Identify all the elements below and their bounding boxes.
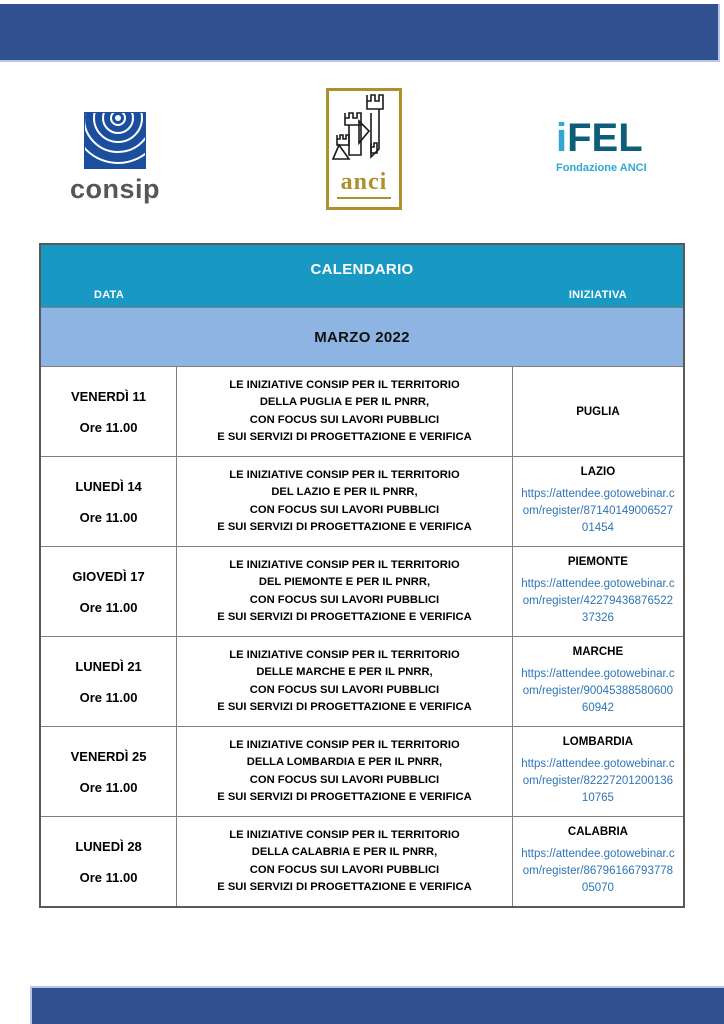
iniziativa-cell: [513, 367, 683, 456]
ifel-fel: FEL: [567, 116, 643, 160]
description-line: E SUI SERVIZI DI PROGETTAZIONE E VERIFICA: [217, 790, 472, 803]
description-line: E SUI SERVIZI DI PROGETTAZIONE E VERIFICA: [217, 880, 472, 893]
event-day: GIOVEDÌ 17: [72, 568, 145, 584]
consip-logo: [60, 112, 170, 203]
table-row: [41, 636, 683, 726]
region-label: PUGLIA: [576, 405, 620, 418]
date-cell: [41, 547, 177, 636]
description-line: DEL LAZIO E PER IL PNRR,: [271, 486, 418, 499]
anci-rule: [337, 197, 391, 199]
logo-row: [0, 86, 724, 216]
iniziativa-cell: [513, 547, 683, 636]
region-label: LAZIO: [580, 465, 616, 478]
column-header-iniziativa: INIZIATIVA: [568, 289, 628, 301]
description-line: E SUI SERVIZI DI PROGETTAZIONE E VERIFICA: [217, 430, 472, 443]
anci-castle-icon: [329, 91, 399, 170]
description-line: DELLA CALABRIA E PER IL PNRR,: [251, 846, 438, 859]
description-line: E SUI SERVIZI DI PROGETTAZIONE E VERIFICA: [217, 520, 472, 533]
event-day: LUNEDÌ 14: [75, 478, 142, 494]
event-time: Ore 11.00: [79, 779, 138, 795]
event-description: [177, 637, 513, 726]
month-band: [41, 307, 683, 366]
table-header: [41, 245, 683, 307]
calendar-table: [39, 243, 685, 908]
date-cell: [41, 727, 177, 816]
event-time: Ore 11.00: [79, 869, 138, 885]
description-line: DELLA PUGLIA E PER IL PNRR,: [259, 396, 430, 409]
event-day: VENERDÌ 11: [70, 388, 147, 404]
ifel-i: i: [556, 116, 568, 160]
ifel-tagline: Fondazione ANCI: [556, 162, 647, 174]
description-line: CON FOCUS SUI LAVORI PUBBLICI: [249, 683, 440, 696]
event-description: [177, 367, 513, 456]
description-line: CON FOCUS SUI LAVORI PUBBLICI: [249, 863, 440, 876]
registration-link[interactable]: https://attendee.gotowebinar.com/register/8679616679377805070: [521, 847, 675, 895]
month-label: MARZO 2022: [314, 328, 410, 346]
anci-wordmark: anci: [340, 169, 388, 195]
bottom-brand-bar: [30, 986, 724, 1024]
description-line: CON FOCUS SUI LAVORI PUBBLICI: [249, 413, 440, 426]
table-row: [41, 367, 683, 456]
top-brand-bar: [0, 4, 720, 62]
event-day: LUNEDÌ 28: [75, 838, 142, 854]
region-label: MARCHE: [572, 645, 624, 658]
description-line: LE INIZIATIVE CONSIP PER IL TERRITORIO: [229, 738, 460, 751]
description-line: DELLE MARCHE E PER IL PNRR,: [256, 666, 433, 679]
event-description: [177, 547, 513, 636]
description-line: LE INIZIATIVE CONSIP PER IL TERRITORIO: [229, 378, 460, 391]
consip-waves-icon: [84, 112, 146, 174]
registration-link[interactable]: https://attendee.gotowebinar.com/register/8714014900652701454: [521, 487, 675, 535]
table-row: [41, 456, 683, 546]
table-row: [41, 726, 683, 816]
registration-link[interactable]: https://attendee.gotowebinar.com/register/9004538858060060942: [521, 667, 675, 715]
description-line: CON FOCUS SUI LAVORI PUBBLICI: [249, 503, 440, 516]
iniziativa-cell: [513, 727, 683, 816]
column-header-data: DATA: [93, 289, 125, 301]
description-line: DELLA LOMBARDIA E PER IL PNRR,: [246, 756, 443, 769]
table-row: [41, 546, 683, 636]
event-description: [177, 817, 513, 906]
registration-link[interactable]: https://attendee.gotowebinar.com/register/4227943687652237326: [521, 577, 675, 625]
event-day: LUNEDÌ 21: [75, 658, 142, 674]
event-time: Ore 11.00: [79, 419, 138, 435]
description-line: LE INIZIATIVE CONSIP PER IL TERRITORIO: [229, 828, 460, 841]
event-description: [177, 727, 513, 816]
registration-link[interactable]: https://attendee.gotowebinar.com/register/8222720120013610765: [521, 757, 675, 805]
description-line: LE INIZIATIVE CONSIP PER IL TERRITORIO: [229, 648, 460, 661]
description-line: E SUI SERVIZI DI PROGETTAZIONE E VERIFICA: [217, 610, 472, 623]
consip-wordmark: consip: [69, 174, 160, 204]
event-day: VENERDÌ 25: [70, 748, 147, 764]
ifel-wordmark: [556, 116, 666, 160]
event-time: Ore 11.00: [79, 599, 138, 615]
region-label: CALABRIA: [567, 825, 628, 838]
event-description: [177, 457, 513, 546]
date-cell: [41, 457, 177, 546]
description-line: CON FOCUS SUI LAVORI PUBBLICI: [249, 773, 440, 786]
event-time: Ore 11.00: [79, 509, 138, 525]
region-label: LOMBARDIA: [562, 735, 634, 748]
ifel-logo: [556, 116, 666, 174]
iniziativa-cell: [513, 457, 683, 546]
date-cell: [41, 817, 177, 906]
date-cell: [41, 637, 177, 726]
table-row: [41, 816, 683, 906]
event-time: Ore 11.00: [79, 689, 138, 705]
description-line: LE INIZIATIVE CONSIP PER IL TERRITORIO: [229, 468, 460, 481]
description-line: CON FOCUS SUI LAVORI PUBBLICI: [249, 593, 440, 606]
description-line: LE INIZIATIVE CONSIP PER IL TERRITORIO: [229, 558, 460, 571]
region-label: PIEMONTE: [567, 555, 628, 568]
table-title: CALENDARIO: [310, 261, 414, 278]
description-line: E SUI SERVIZI DI PROGETTAZIONE E VERIFICA: [217, 700, 472, 713]
table-rows: [41, 366, 683, 906]
iniziativa-cell: [513, 637, 683, 726]
anci-logo: [326, 88, 402, 210]
description-line: DEL PIEMONTE E PER IL PNRR,: [258, 576, 431, 589]
iniziativa-cell: [513, 817, 683, 906]
date-cell: [41, 367, 177, 456]
